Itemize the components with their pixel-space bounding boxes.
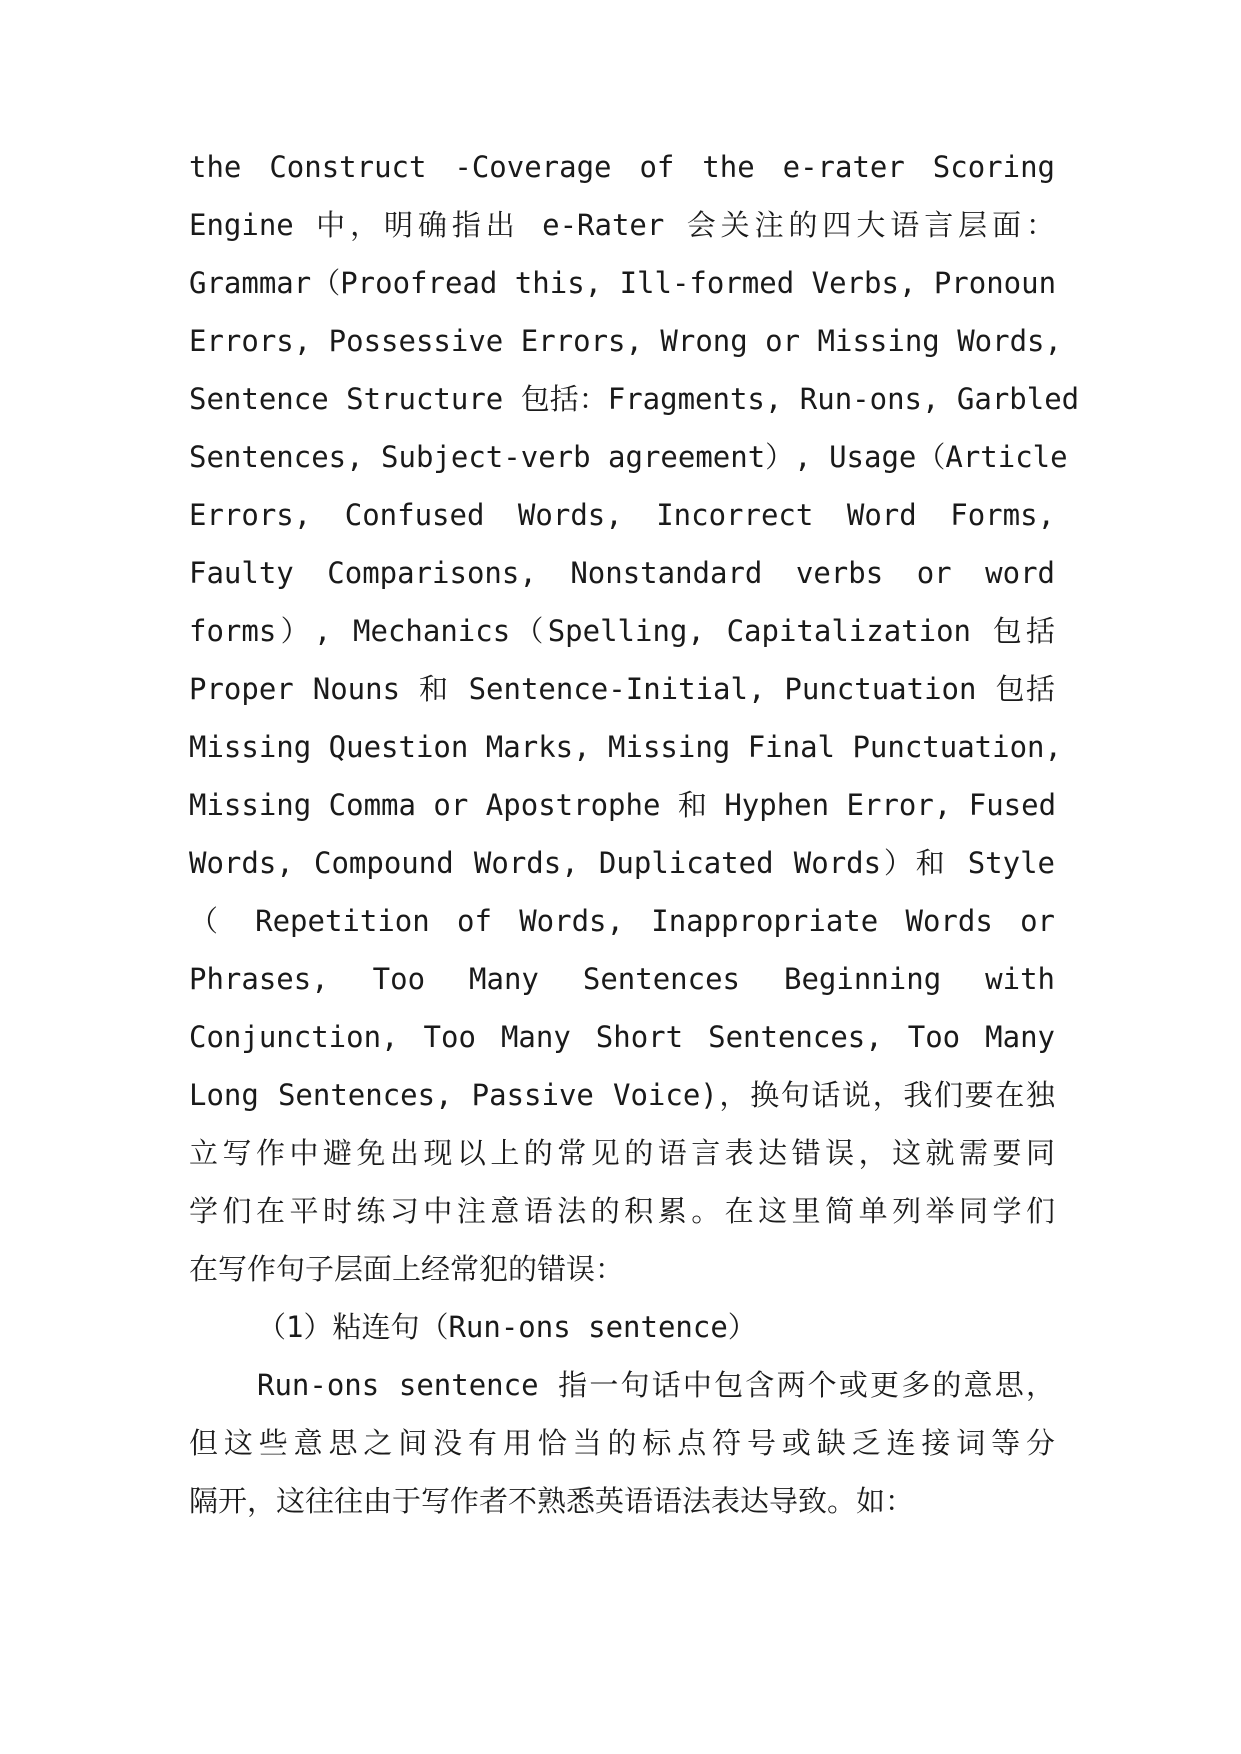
text-line: Faulty Comparisons, Nonstandard verbs or word (189, 556, 1055, 590)
text-line: （ Repetition of Words, Inappropriate Words or (189, 904, 1055, 938)
text-line: Long Sentences, Passive Voice)，换句话说，我们要在独 (189, 1078, 1055, 1112)
text-line: forms）, Mechanics（Spelling, Capitalization 包括 (189, 614, 1055, 648)
text-line: Errors, Confused Words, Incorrect Word Forms, (189, 498, 1055, 532)
text-line: Sentence Structure 包括：Fragments, Run-ons, Garbled (189, 382, 1080, 416)
text-line: Phrases, Too Many Sentences Beginning with (189, 962, 1055, 996)
text-line: Words, Compound Words, Duplicated Words）和 Style (189, 846, 1055, 880)
text-line: 但这些意思之间没有用恰当的标点符号或缺乏连接词等分 (189, 1426, 1055, 1460)
text-line: Run-ons sentence 指一句话中包含两个或更多的意思， (257, 1368, 1055, 1402)
body-paragraph-1 (189, 138, 1080, 1530)
section-heading: （1）粘连句（Run-ons sentence） (257, 1310, 757, 1344)
text-line: Conjunction, Too Many Short Sentences, Too Many (189, 1020, 1055, 1054)
text-line: 在写作句子层面上经常犯的错误： (189, 1252, 625, 1286)
text-line: 立写作中避免出现以上的常见的语言表达错误，这就需要同 (189, 1136, 1055, 1170)
text-line: Engine 中，明确指出 e-Rater 会关注的四大语言层面： (189, 208, 1055, 242)
text-line: Missing Comma or Apostrophe 和 Hyphen Error, Fused (189, 788, 1057, 822)
text-line: Proper Nouns 和 Sentence-Initial, Punctuation 包括 (189, 672, 1055, 706)
text-line: 隔开，这往往由于写作者不熟悉英语语法表达导致。如： (189, 1484, 915, 1518)
text-line: 学们在平时练习中注意语法的积累。在这里简单列举同学们 (189, 1194, 1055, 1228)
text-line: Errors, Possessive Errors, Wrong or Missing Words, (189, 324, 1062, 358)
text-line: Sentences, Subject-verb agreement）, Usage（Article (189, 440, 1068, 474)
text-line: Missing Question Marks, Missing Final Punctuation, (189, 730, 1062, 764)
text-line: the Construct -Coverage of the e-rater Scoring (189, 150, 1055, 184)
text-line: Grammar（Proofread this, Ill-formed Verbs, Pronoun (189, 266, 1057, 300)
